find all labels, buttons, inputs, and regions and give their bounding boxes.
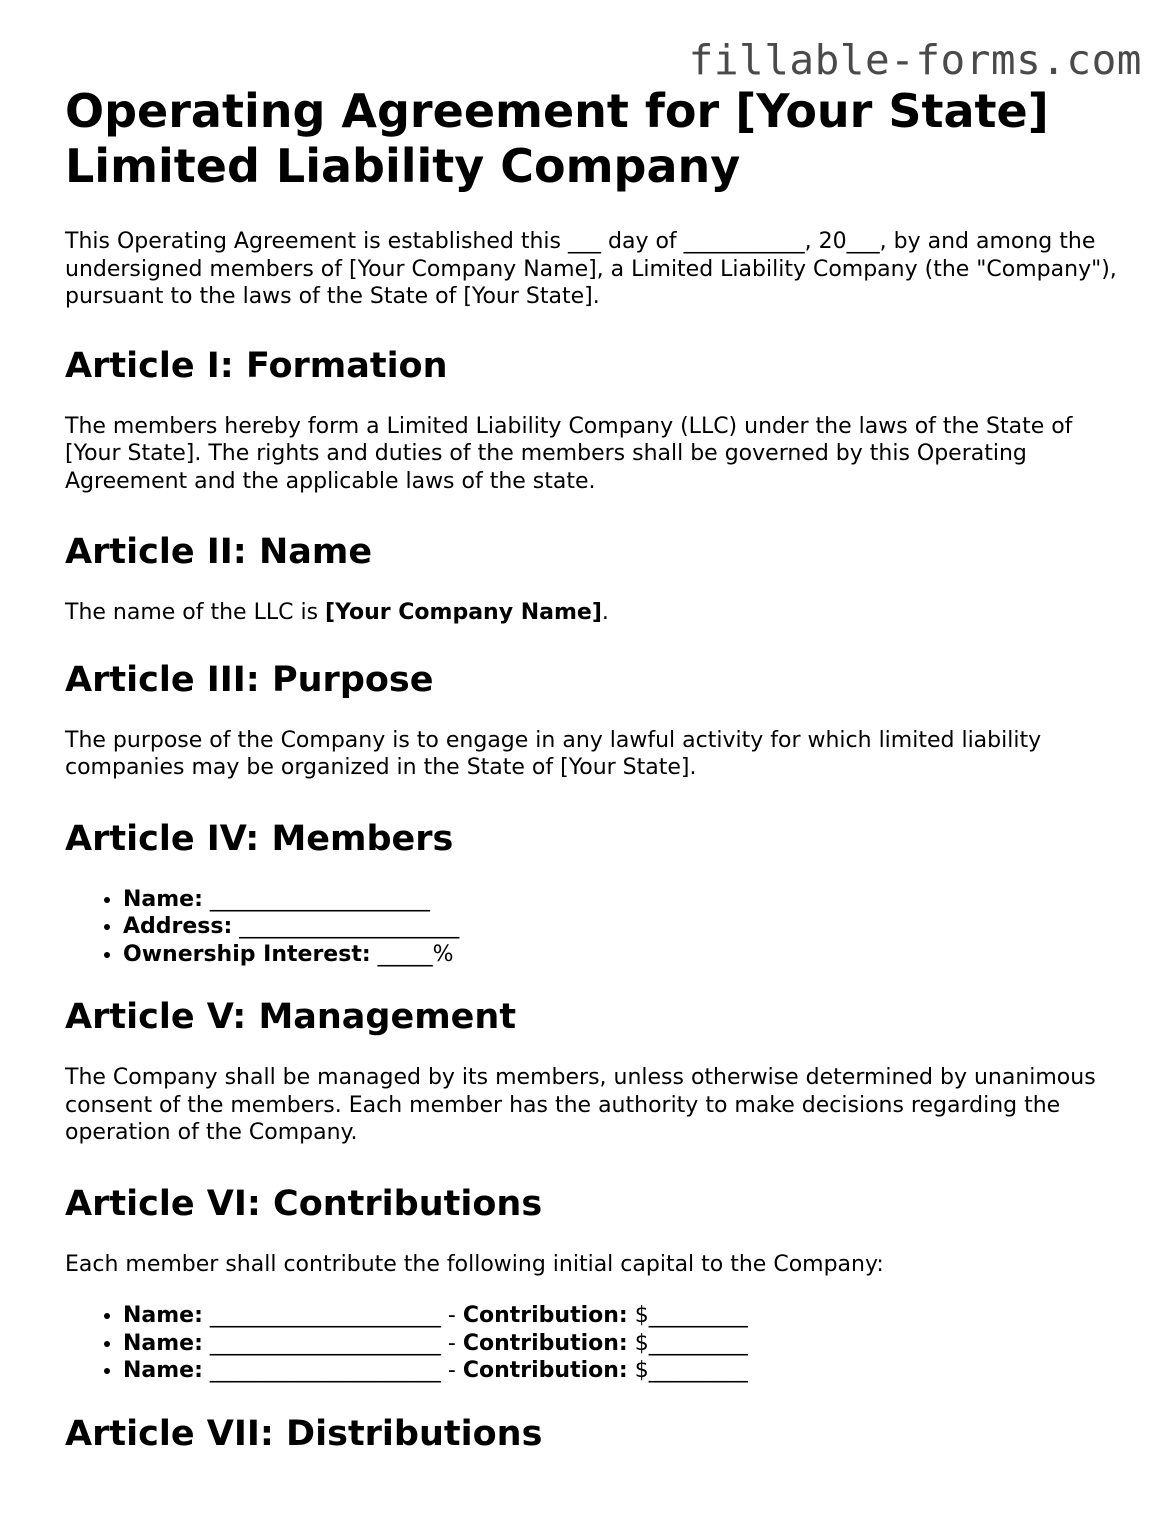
document-title: Operating Agreement for [Your State] Limited Liability Company xyxy=(65,84,1049,193)
article-management-text: The Company shall be managed by its members, unless otherwise determined by unanimous consent of the members. Each member has the authority to make decisions regarding the operation of the Company. xyxy=(65,1065,1096,1145)
article-name-text xyxy=(65,599,1125,627)
contrib-amount-label: Contribution: xyxy=(462,1358,628,1383)
article-members-heading: Article IV: Members xyxy=(65,818,454,859)
list-item xyxy=(123,941,1125,969)
member-ownership-label: Ownership Interest: xyxy=(123,941,371,967)
list-item xyxy=(123,913,1125,941)
member-address-label: Address: xyxy=(123,914,233,939)
contrib-separator: - xyxy=(440,1330,463,1356)
contrib-amount-blank: $_________ xyxy=(627,1358,748,1383)
member-name-label: Name: xyxy=(123,886,203,912)
contrib-name-blank: _____________________ xyxy=(202,1358,441,1383)
contrib-amount-blank: $_________ xyxy=(627,1330,748,1356)
contrib-amount-label: Contribution: xyxy=(462,1303,628,1328)
company-name: [Your Company Name] xyxy=(325,600,602,625)
contrib-separator: - xyxy=(440,1303,463,1328)
list-item xyxy=(123,1357,1125,1385)
list-item xyxy=(123,1330,1125,1358)
contrib-amount-label: Contribution: xyxy=(462,1330,628,1356)
article-contributions-text: Each member shall contribute the following initial capital to the Company: xyxy=(65,1251,884,1277)
members-list xyxy=(65,886,1125,969)
contrib-name-label: Name: xyxy=(123,1358,203,1383)
member-name-blank: ____________________ xyxy=(202,886,430,912)
name-text-after: . xyxy=(601,600,609,625)
name-text-before: The name of the LLC is xyxy=(65,600,326,625)
list-item xyxy=(123,886,1125,914)
document xyxy=(65,84,1125,1481)
article-contributions-heading: Article VI: Contributions xyxy=(65,1183,543,1224)
watermark: fillable-forms.com xyxy=(688,36,1142,84)
contrib-name-label: Name: xyxy=(123,1330,203,1356)
article-formation-heading: Article I: Formation xyxy=(65,345,448,386)
list-item xyxy=(123,1302,1125,1330)
contrib-name-blank: _____________________ xyxy=(202,1303,441,1328)
article-purpose-text: The purpose of the Company is to engage in any lawful activity for which limited liability companies may be organized in the State of [Your State]. xyxy=(65,727,1042,780)
contrib-separator: - xyxy=(440,1358,463,1383)
article-distributions-heading: Article VII: Distributions xyxy=(65,1413,543,1454)
member-ownership-blank: _____% xyxy=(370,941,454,967)
intro-paragraph: This Operating Agreement is established this ___ day of ___________, 20___, by and among the undersigned members of [Your Company Name], a Limited Liability Company (the "Company"), pursuant to the laws of the State of [Your State]. xyxy=(65,229,1117,309)
article-management-heading: Article V: Management xyxy=(65,997,517,1037)
contrib-amount-blank: $_________ xyxy=(627,1303,748,1328)
article-formation-text: The members hereby form a Limited Liability Company (LLC) under the laws of the State of [Your State]. The rights and duties of the members shall be governed by this Operating Agreement and the applicable laws of the state. xyxy=(65,413,1073,494)
member-address-blank: ____________________ xyxy=(232,914,460,939)
contrib-name-blank: _____________________ xyxy=(202,1330,441,1356)
article-name-heading: Article II: Name xyxy=(65,532,373,572)
contrib-name-label: Name: xyxy=(123,1303,203,1328)
contributions-list xyxy=(65,1302,1125,1385)
article-purpose-heading: Article III: Purpose xyxy=(65,659,434,700)
